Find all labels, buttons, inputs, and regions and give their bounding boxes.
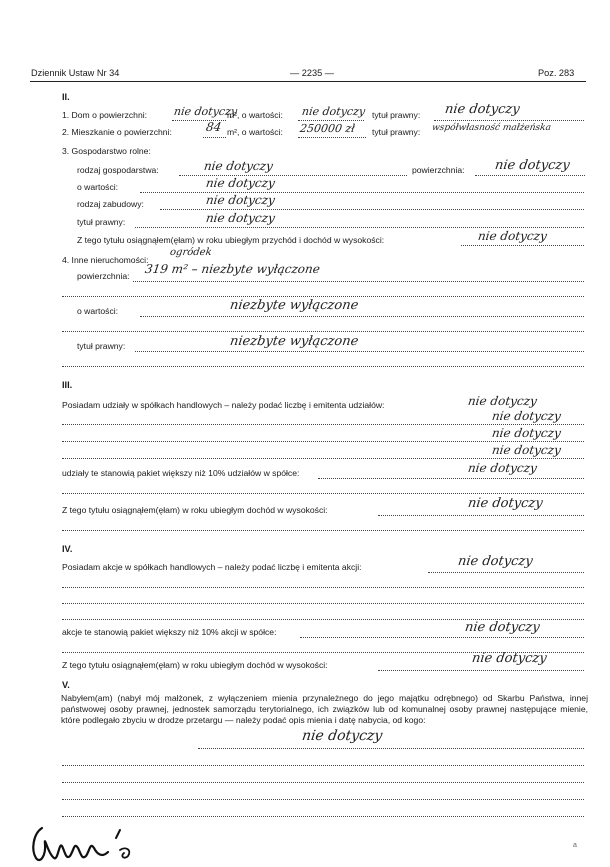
gospodarstwo-wartosc-value: nie dotyczy [205,176,276,190]
inne-wartosc-label: o wartości: [77,306,119,316]
akcje-10pct-answer: nie dotyczy [463,620,541,635]
udzialy-answer-3: nie dotyczy [491,426,562,440]
gospodarstwo-rodzaj-value: nie dotyczy [203,159,274,173]
section-2-label: II. [62,92,70,102]
mieszkanie-value-label: m², o wartości: [227,127,283,137]
mieszkanie-label: 2. Mieszkanie o powierzchni: [62,127,172,137]
mieszkanie-title-value: współwłasność małżeńska [431,123,552,133]
inne-heading: 4. Inne nieruchomości: [62,255,149,265]
position-number: Poz. 283 [538,68,575,78]
page-number: — 2235 — [290,68,334,78]
udzialy-dochod-answer: nie dotyczy [466,496,544,511]
inne-heading-value: ogródek [169,247,213,258]
header-rule [30,81,586,82]
udzialy-10pct-answer: nie dotyczy [467,461,538,475]
akcje-question: Posiadam akcje w spółkach handlowych – należy podać liczbę i emitenta akcji: [62,562,362,572]
gospodarstwo-dochod-label: Z tego tytułu osiągnąłem(ęłam) w roku ubiegłym przychód i dochód w wysokości: [77,235,385,245]
udzialy-question: Posiadam udziały w spółkach handlowych – należy podać liczbę i emitenta udziałów: [62,400,385,410]
gospodarstwo-dochod-value: nie dotyczy [477,229,548,243]
gospodarstwo-rodzaj-label: rodzaj gospodarstwa: [77,165,159,175]
mieszkanie-area-value: 84 [205,120,223,134]
dom-area-value: nie dotyczy [173,105,238,118]
udzialy-answer-2: nie dotyczy [491,409,562,423]
udzialy-answer-4: nie dotyczy [491,443,562,457]
mieszkanie-title-label: tytuł prawny: [372,127,421,137]
akcje-10pct-question: akcje te stanowią pakiet większy niż 10% akcji w spółce: [62,627,277,637]
section-3-label: III. [62,380,73,390]
inne-powierzchnia-label: powierzchnia: [77,271,130,281]
nabycie-text: Nabyłem(am) (nabył mój małżonek, z wyłączeniem mienia przynależnego do jego majątku odrębnego) od Skarbu Państwa, innej państwowej osoby prawnej, jednostek samorządu terytorialnego, ich związków lub od komunalnej osoby prawnej następujące mienie, które podlegało zbyciu w drodze przetargu — należy podać opis mienia i datę nabycia, od kogo: [61,693,588,726]
dom-value-label: m², o wartości: [227,110,283,120]
dom-label: 1. Dom o powierzchni: [62,110,148,120]
inne-tytul-label: tytuł prawny: [77,341,126,351]
dom-value: nie dotyczy [301,105,366,118]
akcje-answer: nie dotyczy [456,554,534,569]
dom-title-value: nie dotyczy [443,102,521,117]
nabycie-answer: nie dotyczy [300,728,384,744]
section-5-label: V. [62,680,70,690]
akcje-dochod-answer: nie dotyczy [470,651,548,666]
gospodarstwo-powierzchnia-label: powierzchnia: [412,165,465,175]
journal-name: Dziennik Ustaw Nr 34 [31,68,120,78]
inne-tytul-value: niezbyte wyłączone [228,334,360,349]
gospodarstwo-zabudowa-value: nie dotyczy [205,193,276,207]
section-4-label: IV. [62,544,73,554]
udzialy-dochod-question: Z tego tytułu osiągnąłem(ęłam) w roku ubiegłym dochód w wysokości: [62,505,328,515]
gospodarstwo-tytul-label: tytuł prawny: [77,217,126,227]
inne-wartosc-value: niezbyte wyłączone [228,298,360,313]
gospodarstwo-wartosc-label: o wartości: [77,182,119,192]
udzialy-answer-1: nie dotyczy [467,394,538,408]
gospodarstwo-zabudowa-label: rodzaj zabudowy: [77,199,144,209]
signature [28,820,138,865]
gospodarstwo-heading: 3. Gospodarstwo rolne: [62,146,151,156]
gospodarstwo-tytul-value: nie dotyczy [205,211,276,225]
inne-powierzchnia-value: 319 m² – niezbyte wyłączone [144,262,321,276]
akcje-dochod-question: Z tego tytułu osiągnąłem(ęłam) w roku ubiegłym dochód w wysokości: [62,660,328,670]
corner-mark: a [573,842,577,849]
gospodarstwo-powierzchnia-value: nie dotyczy [493,158,571,173]
dom-title-label: tytuł prawny: [372,110,421,120]
udzialy-10pct-question: udziały te stanowią pakiet większy niż 10% udziałów w spółce: [62,468,300,478]
mieszkanie-value: 250000 zł [299,122,356,135]
